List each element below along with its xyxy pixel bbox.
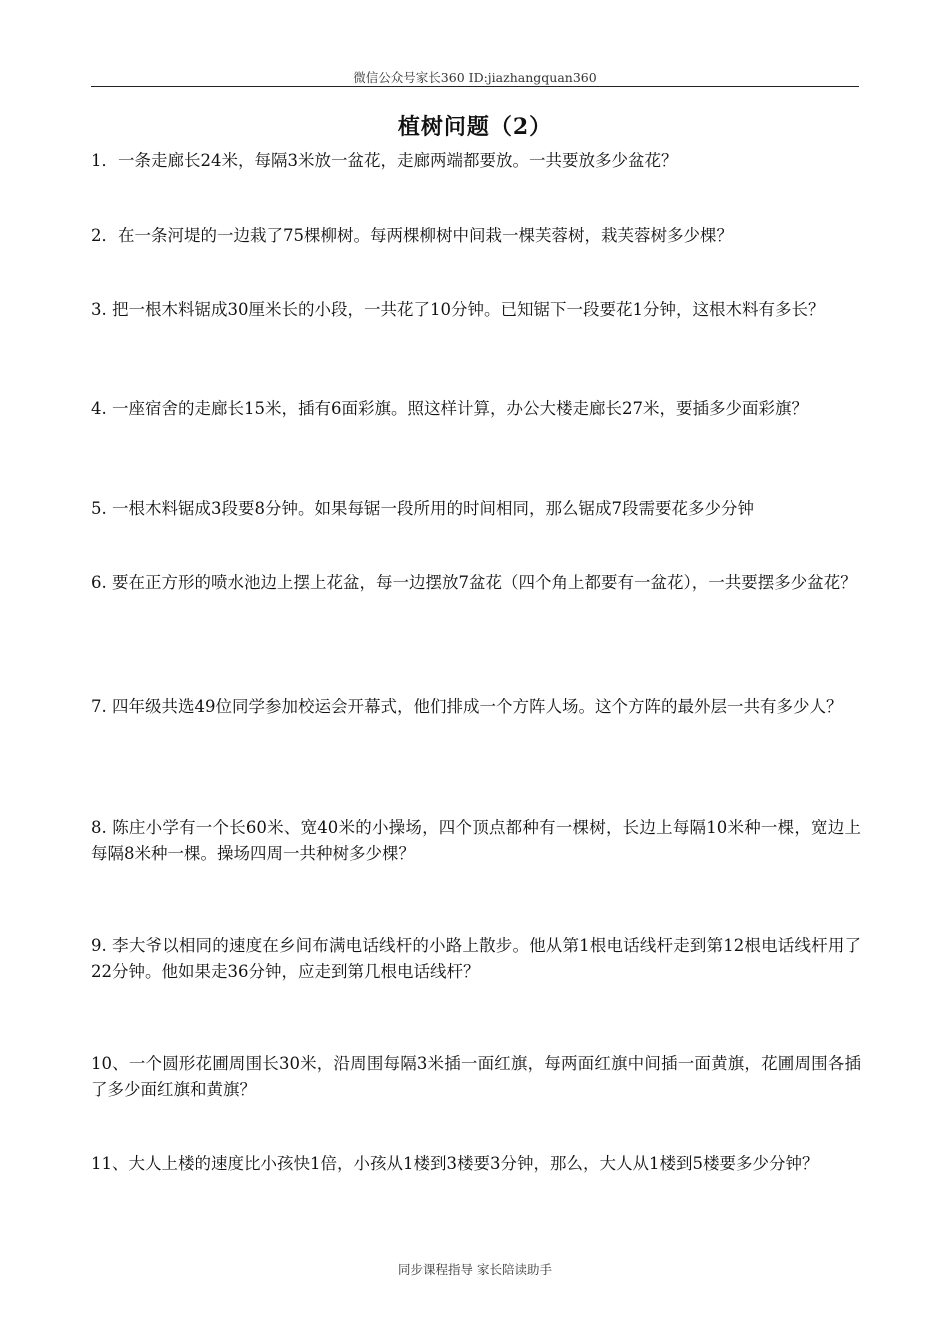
header-text: 微信公众号家长360 ID:jiazhangquan360 xyxy=(353,70,597,85)
question-3: 3. 把一根木料锯成30厘米长的小段，一共花了10分钟。已知锯下一段要花1分钟，这根木料有多长？ xyxy=(91,300,825,319)
question-11: 11、大人上楼的速度比小孩快1倍，小孩从1楼到3楼要3分钟，那么，大人从1楼到5楼要多少分钟？ xyxy=(91,1154,819,1173)
question-1: 1．一条走廊长24米，每隔3米放一盆花，走廊两端都要放。一共要放多少盆花？ xyxy=(91,151,678,170)
header-divider xyxy=(91,86,859,87)
question-8: 8. 陈庄小学有一个长60米、宽40米的小操场，四个顶点都种有一棵树，长边上每隔10米种一棵，宽边上每隔8米种一棵。操场四周一共种树多少棵？ xyxy=(91,818,861,863)
question-4: 4. 一座宿舍的走廊长15米，插有6面彩旗。照这样计算，办公大楼走廊长27米，要插多少面彩旗？ xyxy=(91,399,808,418)
question-6: 6. 要在正方形的喷水池边上摆上花盆，每一边摆放7盆花（四个角上都要有一盆花），一共要摆多少盆花？ xyxy=(91,573,857,592)
question-10: 10、一个圆形花圃周围长30米，沿周围每隔3米插一面红旗，每两面红旗中间插一面黄旗，花圃周围各插了多少面红旗和黄旗？ xyxy=(91,1054,861,1099)
question-9: 9. 李大爷以相同的速度在乡间布满电话线杆的小路上散步。他从第1根电话线杆走到第12根电话线杆用了22分钟。他如果走36分钟，应走到第几根电话线杆？ xyxy=(91,936,861,981)
page-footer: 同步课程指导 家长陪读助手 xyxy=(398,1262,552,1277)
page-title: 植树问题（2） xyxy=(397,114,553,140)
question-5: 5. 一根木料锯成3段要8分钟。如果每锯一段所用的时间相同，那么锯成7段需要花多少分钟 xyxy=(91,499,754,518)
question-7: 7. 四年级共选49位同学参加校运会开幕式，他们排成一个方阵人场。这个方阵的最外层一共有多少人？ xyxy=(91,697,843,716)
question-2: 2．在一条河堤的一边栽了75棵柳树。每两棵柳树中间栽一棵芙蓉树，栽芙蓉树多少棵？ xyxy=(91,226,733,245)
